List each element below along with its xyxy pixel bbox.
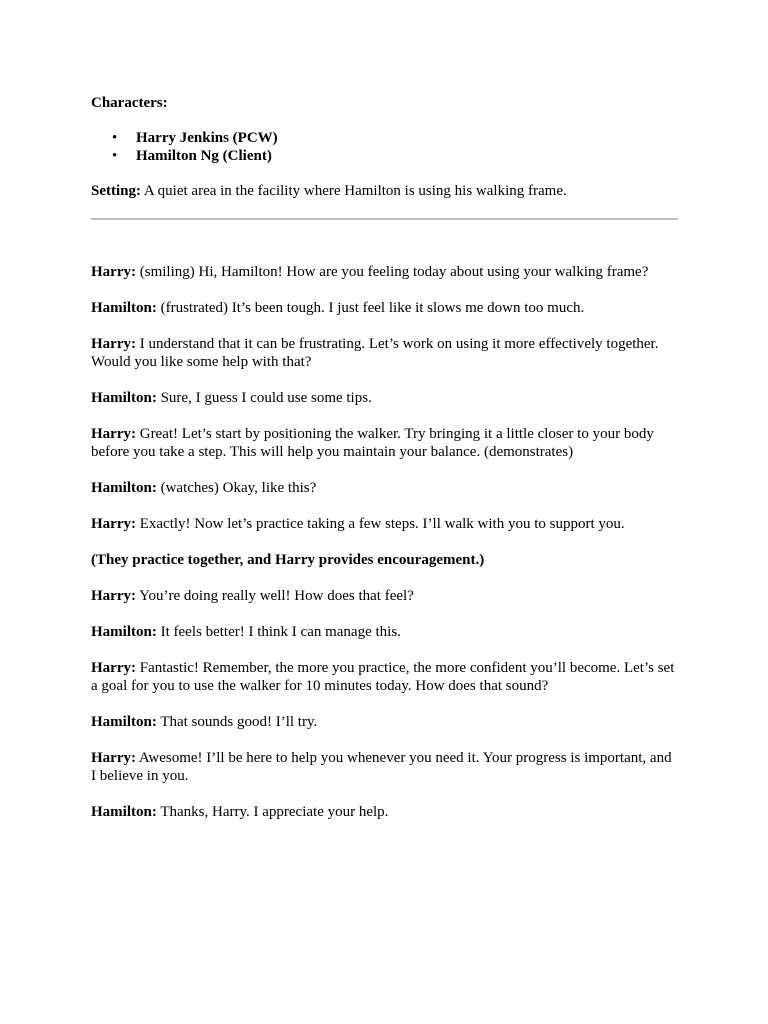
- speaker-name: Hamilton:: [91, 480, 157, 496]
- dialogue-line: [91, 335, 678, 371]
- dialogue-text: You’re doing really well! How does that feel?: [135, 588, 414, 604]
- speaker-name: Harry:: [91, 750, 136, 766]
- dialogue-line: [91, 587, 678, 605]
- speaker-name: Hamilton:: [91, 804, 157, 820]
- speaker-name: Hamilton:: [91, 624, 157, 640]
- character-name: Harry Jenkins (PCW): [136, 130, 278, 146]
- dialogue-line: [91, 803, 678, 821]
- speaker-name: Harry:: [91, 336, 136, 352]
- character-name: Hamilton Ng (Client): [136, 148, 272, 164]
- dialogue-text: That sounds good! I’ll try.: [156, 714, 318, 730]
- speaker-name: Harry:: [91, 426, 136, 442]
- setting-label: Setting:: [91, 183, 141, 199]
- dialogue-text: I understand that it can be frustrating. Let’s work on using it more effectively together. Would you like some help with that?: [91, 336, 659, 370]
- dialogue-line: [91, 299, 678, 317]
- dialogue: [91, 263, 678, 821]
- horizontal-divider: [91, 218, 678, 220]
- dialogue-text: Thanks, Harry. I appreciate your help.: [156, 804, 389, 820]
- list-item: [112, 147, 678, 165]
- setting-paragraph: [91, 182, 678, 200]
- bullet-icon: •: [112, 130, 118, 146]
- dialogue-text: (smiling) Hi, Hamilton! How are you feeling today about using your walking frame?: [135, 264, 649, 280]
- speaker-name: Harry:: [91, 660, 136, 676]
- speaker-name: Hamilton:: [91, 390, 157, 406]
- dialogue-line: [91, 623, 678, 641]
- dialogue-line: [91, 479, 678, 497]
- dialogue-line: [91, 263, 678, 281]
- dialogue-line: [91, 659, 678, 695]
- list-item: [112, 129, 678, 147]
- dialogue-text: Awesome! I’ll be here to help you whenever you need it. Your progress is important, and I believe in you.: [91, 750, 672, 784]
- dialogue-line: [91, 389, 678, 407]
- speaker-name: Hamilton:: [91, 300, 157, 316]
- speaker-name: Harry:: [91, 264, 136, 280]
- dialogue-text: (watches) Okay, like this?: [156, 480, 317, 496]
- characters-heading: Characters:: [91, 95, 168, 111]
- dialogue-text: Exactly! Now let’s practice taking a few steps. I’ll walk with you to support you.: [135, 516, 625, 532]
- dialogue-text: Sure, I guess I could use some tips.: [156, 390, 372, 406]
- dialogue-line: [91, 425, 678, 461]
- bullet-icon: •: [112, 148, 118, 164]
- speaker-name: Hamilton:: [91, 714, 157, 730]
- dialogue-line: [91, 749, 678, 785]
- dialogue-line: [91, 515, 678, 533]
- speaker-name: Harry:: [91, 516, 136, 532]
- stage-direction: (They practice together, and Harry provides encouragement.): [91, 552, 485, 568]
- dialogue-text: Fantastic! Remember, the more you practice, the more confident you’ll become. Let’s set a goal for you to use the walker for 10 minutes today. How does that sound?: [91, 660, 675, 694]
- dialogue-text: Great! Let’s start by positioning the walker. Try bringing it a little closer to your body before you take a step. This will help you maintain your balance. (demonstrates): [91, 426, 654, 460]
- setting-text: A quiet area in the facility where Hamilton is using his walking frame.: [141, 183, 567, 199]
- speaker-name: Harry:: [91, 588, 136, 604]
- dialogue-text: (frustrated) It’s been tough. I just feel like it slows me down too much.: [156, 300, 585, 316]
- dialogue-text: It feels better! I think I can manage this.: [156, 624, 401, 640]
- characters-list: [91, 129, 678, 165]
- dialogue-line: [91, 713, 678, 731]
